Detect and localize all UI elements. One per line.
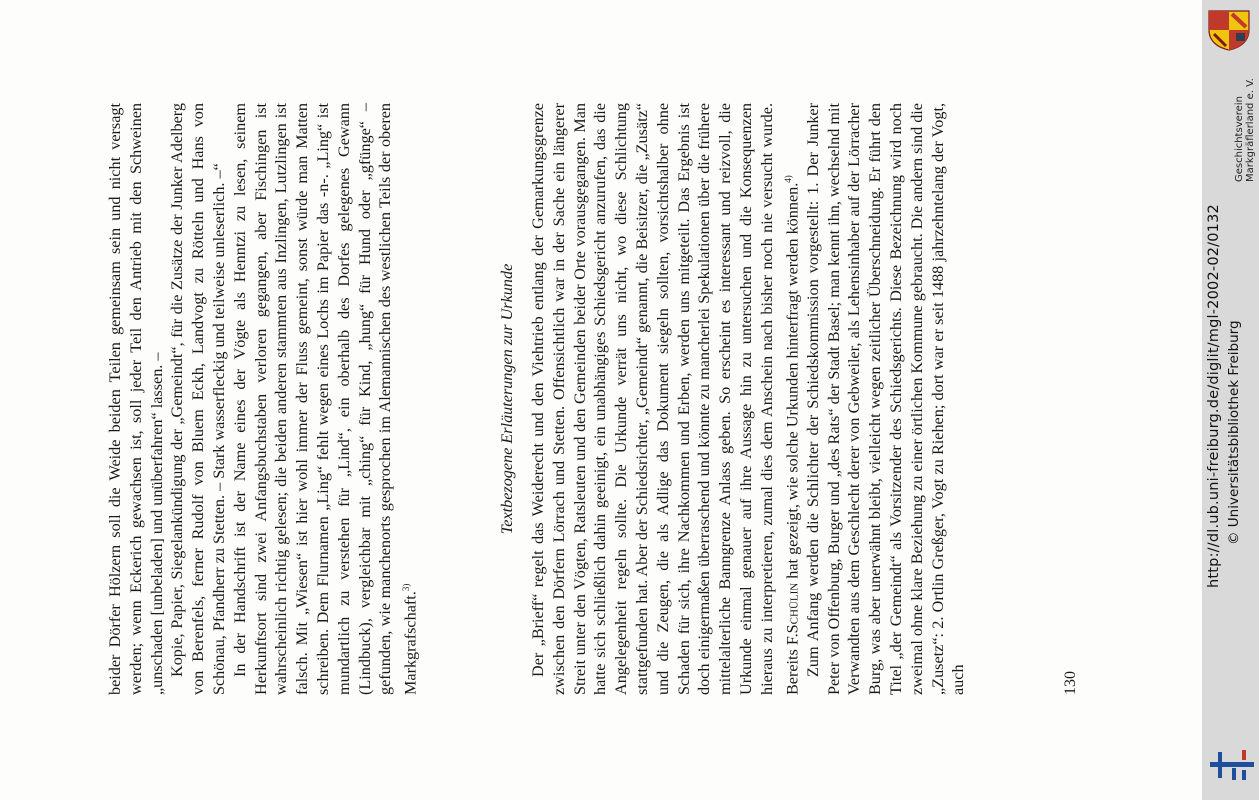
university-logo-icon (1210, 748, 1254, 782)
footnote-marker: 4) (782, 175, 793, 183)
page-number: 130 (1062, 671, 1079, 695)
footnote-marker: 3) (401, 583, 412, 592)
text-block-lower (528, 103, 969, 695)
coat-of-arms-icon (1206, 8, 1252, 52)
paragraph (528, 103, 803, 695)
society-name-line2: Markgräflerland e. V. (1245, 78, 1256, 182)
society-name: Geschichtsverein (1234, 96, 1245, 182)
paragraph: Zum Anfang werden die Schlichter der Schiedskommission vorgestellt: 1. Der Junker Peter von Offenburg, Burger und „des Rats“ der Stadt Basel; man kennt ihn, wechselnd mit Verwandten aus dem Geschlecht derer von Gebweiler, als Lehensinhaber auf der Lörracher Burg, was aber unerwähnt bleibt, vielleicht wegen zeitlicher Überschneidung. Er führt den Titel „der Gemeindt“ als Vorsitzender des Schiedsgerichts. Diese Bezeichnung wird noch zweimal ohne klare Beziehung zu einer örtlichen Kommune gebraucht. Die andern sind die „Zusetz“: 2. Ortlin Greßger, Vogt zu Riehen; dort war er seit 1488 jahrzehntelang der Vogt, auch (803, 103, 968, 695)
author-name: F.Schülin (782, 582, 801, 646)
permalink-url[interactable]: http://dl.ub.uni-freiburg.de/diglit/mgl-2002-02/0132 (1206, 204, 1222, 588)
section-heading: Textbezogene Erläuterungen zur Urkunde (498, 263, 516, 535)
text-block-upper (105, 103, 421, 695)
paragraph-text: hat gezeigt, wie solche Urkunden hinterfragt werden können. (782, 182, 801, 583)
paragraph: Kopie, Papier, Siegelankündigung der „Gemeindt“, für die Zusätze der Junker Adelberg von Berenfels, ferner Rudolf von Bluem Eckh, Landvogt zu Rötteln und Hans von Schönau, Pfandherr zu Stetten. – Stark wasserfleckig und teilweise unleserlich. –“ (168, 103, 228, 695)
paragraph-text: In der Handschrift ist der Name eines der Vögte als Henntzi zu lesen, seinem Herkunftsort sind zwei Anfangsbuchstaben verloren gegangen, aber Fischingen ist wahrscheinlich richtig gelesen; die beiden anderen stammten aus Inzlingen, Lutzlingen ist falsch. Mit „Wiesen“ ist hier wohl immer der Fluss gemeint, sonst würde man Matten schreiben. Dem Flurnamen „Ling“ fehlt wegen eines Lochs im Papier das -n-. „Ling“ ist mundartlich zu verstehen für „Lind“, ein oberhalb des Dorfes gelegenes Gewann (Lindbuck), vergleichbar mit „ching“ für Kind, „hung“ für Hund oder „gfünge“ – gefunden, wie manchenorts gesprochen im Alemannischen des westlichen Teils der oberen Markgrafschaft. (230, 103, 420, 695)
paragraph (230, 103, 422, 695)
paragraph: beider Dörfer Hölzern soll die Weide beiden Teilen gemeinsam sein und nicht versagt werden; wenn Eckerich gewachsen ist, soll jeder Teil den Antrieb mit den Schweinen „unschaden [unbeladen] und unüberfahren“ lassen. – (106, 103, 166, 695)
viewer-sidebar (1202, 0, 1259, 800)
copyright-notice: © Universitätsbibliothek Freiburg (1226, 320, 1242, 545)
paragraph-text: Der „Brieff“ regelt das Weiderecht und den Viehtrieb entlang der Gemarkungsgrenze zwischen den Dörfern Lörrach und Stetten. Offensichtlich war in der Sache ein längerer Streit unter den Vögten, Ratsleuten und den Gemeinden beider Orte vorausgegangen. Man hatte sich schließlich dahin geeinigt, ein unabhängiges Schiedsgericht anzurufen, das die Angelegenheit regeln sollte. Die Urkunde verrät uns nicht, wo diese Schlichtung stattgefunden hat. Aber der Schiedsrichter, „Gemeindt“ genannt, die Beisitzer, die „Zusätz“ und die Zeugen, die als Adlige das Dokument siegeln sollten, vorsichtshalber ohne Schaden für sich, ihre Nachkommen und Erben, werden uns mitgeteilt. Das Ergebnis ist doch einigermaßen überraschend und könnte zu mancherlei Spekulationen über die frühere mittelalterliche Banngrenze Anlass geben. So erscheint es interessant und reizvoll, die Urkunde einmal genauer auf ihre Aussage hin zu untersuchen und die Konsequenzen hieraus zu interpretieren, zumal dies dem Anschein nach bisher noch nie versucht wurde. Bereits (529, 103, 801, 695)
sidebar-rotated-text (1202, 0, 1259, 800)
